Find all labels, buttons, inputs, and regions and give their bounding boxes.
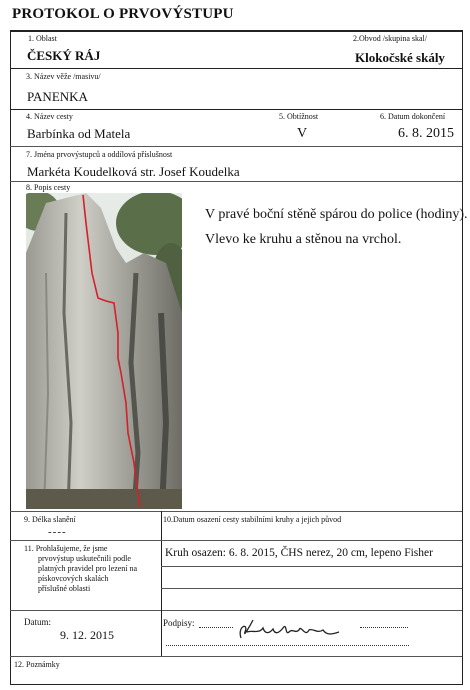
prohlaseni-line1: 11. Prohlašujeme, že jsme [24, 544, 108, 553]
jmena-value: Markéta Koudelková str. Josef Koudelka [27, 164, 240, 179]
divider-2 [10, 109, 462, 110]
poznamky-label: 12. Poznámky [14, 660, 60, 669]
obtiznost-label: 5. Obtížnost [279, 112, 319, 121]
datum-osazeni-label: 10.Datum osazení cesty stabilními kruhy a jejich původ [163, 515, 342, 524]
oblast-label: 1. Oblast [28, 34, 57, 43]
popis-line1: V pravé boční stěně spárou do police (hodiny). [205, 207, 468, 222]
divider-1 [10, 68, 462, 69]
nazev-cesty-value: Barbínka od Matela [27, 126, 131, 141]
popis-line2: Vlevo ke kruhu a stěnou na vrchol. [205, 232, 402, 247]
delka-slaneni-value: ---- [48, 526, 67, 538]
frame-right [462, 30, 463, 685]
nazev-cesty-label: 4. Název cesty [26, 112, 73, 121]
podpisy-label: Podpisy: [163, 618, 195, 628]
divider-col-date [161, 610, 162, 656]
frame-left [10, 30, 11, 685]
oblast-value: ČESKÝ RÁJ [27, 48, 101, 63]
datum-value: 9. 12. 2015 [60, 628, 114, 642]
divider-7a [161, 566, 462, 567]
signature [235, 616, 345, 644]
divider-7b [161, 588, 462, 589]
nazev-veze-label: 3. Název věže /masivu/ [26, 72, 101, 81]
divider-7 [10, 610, 462, 611]
datum-dokonceni-value: 6. 8. 2015 [398, 126, 454, 141]
ground [26, 489, 182, 509]
obtiznost-value: V [297, 126, 308, 141]
nazev-veze-value: PANENKA [27, 89, 88, 104]
prohlaseni-line5: příslušné oblasti [38, 584, 91, 593]
frame-top [10, 30, 462, 32]
divider-4 [10, 181, 462, 182]
delka-slaneni-label: 9. Délka slanění [24, 515, 76, 524]
datum-dokonceni-label: 6. Datum dokončení [380, 112, 446, 121]
datum-label: Datum: [24, 617, 51, 627]
page-title: PROTOKOL O PRVOVÝSTUPU [12, 6, 234, 22]
divider-6 [10, 540, 462, 541]
obvod-value: Klokočské skály [355, 50, 445, 65]
divider-8 [10, 656, 462, 657]
popis-label: 8. Popis cesty [26, 183, 71, 192]
jmena-label: 7. Jména prvovýstupců a oddílová příslušnost [26, 150, 173, 159]
divider-5 [10, 511, 462, 512]
datum-osazeni-value: Kruh osazen: 6. 8. 2015, ČHS nerez, 20 cm, lepeno Fisher [165, 547, 433, 559]
obvod-label: 2.Obvod /skupina skal/ [353, 34, 427, 43]
signature-line-3 [166, 645, 409, 646]
prohlaseni-line4: pískovcových skalách [38, 574, 109, 583]
prohlaseni-line3: platných pravidel pro lezení na [38, 564, 138, 573]
prohlaseni-line2: prvovýstup uskutečnili podle [38, 554, 131, 563]
divider-col-9-10 [161, 511, 162, 611]
divider-3 [10, 146, 462, 147]
signature-line-2 [360, 627, 408, 628]
signature-line-1 [199, 627, 233, 628]
route-photo [26, 193, 182, 509]
frame-bottom [10, 684, 462, 685]
